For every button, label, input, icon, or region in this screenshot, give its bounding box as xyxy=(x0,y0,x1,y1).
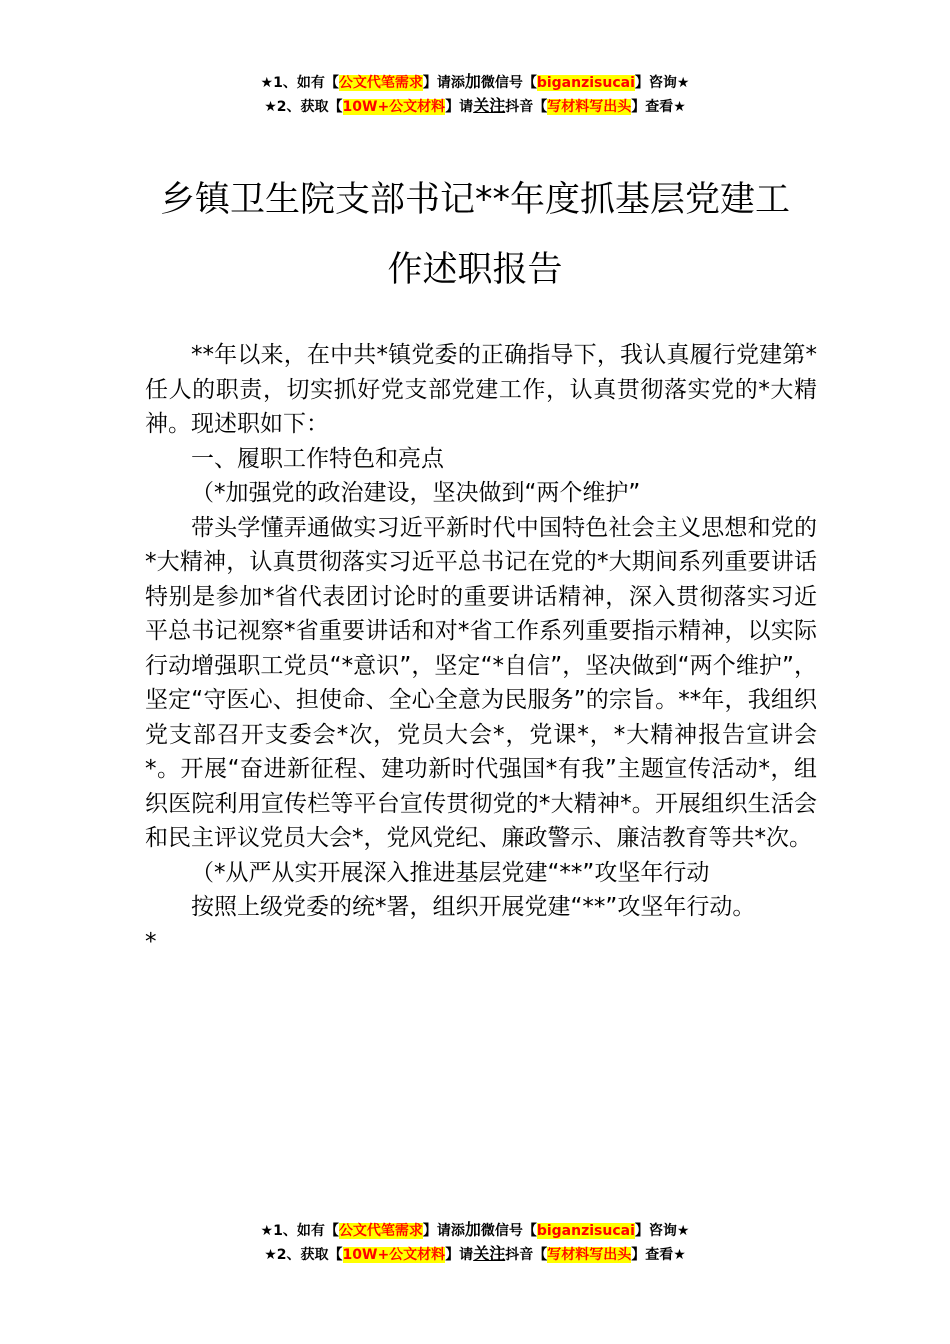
body-paragraph: 带头学懂弄通做实习近平新时代中国特色社会主义思想和党的*大精神，认真贯彻落实习近平总书记在党的*大期间系列重要讲话特别是参加*省代表团讨论时的重要讲话精神，深入贯彻落实习近平总书记视察*省重要讲话和对*省工作系列重要指示精神，以实际行动增强职工党员“*意识”，坚定“*自信”，坚决做到“两个维护”，坚定“守医心、担使命、全心全意为民服务”的宗旨。**年，我组织党支部召开支委会*次，党员大会*，党课*，*大精神报告宣讲会*。开展“奋进新征程、建功新时代强国*有我”主题宣传活动*，组织医院利用宣传栏等平台宣传贯彻党的*大精神*。开展组织生活会和民主评议党员大会*，党风党纪、廉政警示、廉洁教育等共*次。 xyxy=(145,514,817,851)
banner-highlight: 10W+公文材料 xyxy=(342,1247,446,1263)
banner-text: ★2、获取【 xyxy=(264,1247,343,1263)
document-title-line-2: 作述职报告 xyxy=(387,250,563,290)
banner-text: 抖音【 xyxy=(505,99,548,115)
banner-line-2 xyxy=(0,1242,950,1266)
document-body xyxy=(145,338,817,959)
banner-text: ★2、获取【 xyxy=(264,99,343,115)
section-heading: 一、履职工作特色和亮点 xyxy=(191,445,444,472)
body-paragraph-tail: * xyxy=(145,928,157,955)
banner-text: 微信号【 xyxy=(480,75,537,91)
banner-highlight: 公文代笔需求 xyxy=(338,1223,423,1239)
banner-text: 】咨询★ xyxy=(634,1223,690,1239)
subsection-heading: （*加强党的政治建设，坚决做到“两个维护” xyxy=(191,480,641,506)
banner-douyin-name: 写材料写出头 xyxy=(547,1247,632,1263)
body-paragraph: 按照上级党委的统*署，组织开展党建“**”攻坚年行动。 xyxy=(191,894,756,920)
banner-text: 加 xyxy=(464,1220,481,1239)
banner-text: 】请添 xyxy=(422,75,465,91)
banner-text: ★1、如有【 xyxy=(260,75,339,91)
banner-text: 】查看★ xyxy=(631,99,686,115)
banner-text: ★1、如有【 xyxy=(260,1223,339,1239)
banner-text: 】咨询★ xyxy=(634,75,690,91)
header-banner xyxy=(0,70,950,118)
banner-text: 】请 xyxy=(445,1247,474,1263)
subsection-heading: （*从严从实开展深入推进基层党建“**”攻坚年行动 xyxy=(191,859,710,886)
banner-text: 】查看★ xyxy=(631,1247,686,1263)
banner-wechat-id: biganzisucai xyxy=(536,75,635,91)
banner-text: 微信号【 xyxy=(480,1223,537,1239)
banner-wechat-id: biganzisucai xyxy=(536,1223,635,1239)
banner-text: 】请添 xyxy=(422,1223,465,1239)
banner-text: 抖音【 xyxy=(505,1247,548,1263)
intro-paragraph: **年以来，在中共*镇党委的正确指导下，我认真履行党建第*任人的职责，切实抓好党支部党建工作，认真贯彻落实党的*大精神。现述职如下： xyxy=(145,342,817,437)
banner-text: 关注 xyxy=(473,96,506,115)
banner-highlight: 10W+公文材料 xyxy=(342,99,446,115)
banner-text: 】请 xyxy=(445,99,474,115)
banner-line-1 xyxy=(0,1218,950,1242)
banner-line-2 xyxy=(0,94,950,118)
document-title-line-1: 乡镇卫生院支部书记**年度抓基层党建工 xyxy=(159,180,790,220)
banner-text: 加 xyxy=(464,72,481,91)
banner-douyin-name: 写材料写出头 xyxy=(547,99,632,115)
footer-banner xyxy=(0,1218,950,1266)
banner-text: 关注 xyxy=(473,1244,506,1263)
banner-line-1 xyxy=(0,70,950,94)
banner-highlight: 公文代笔需求 xyxy=(338,75,423,91)
